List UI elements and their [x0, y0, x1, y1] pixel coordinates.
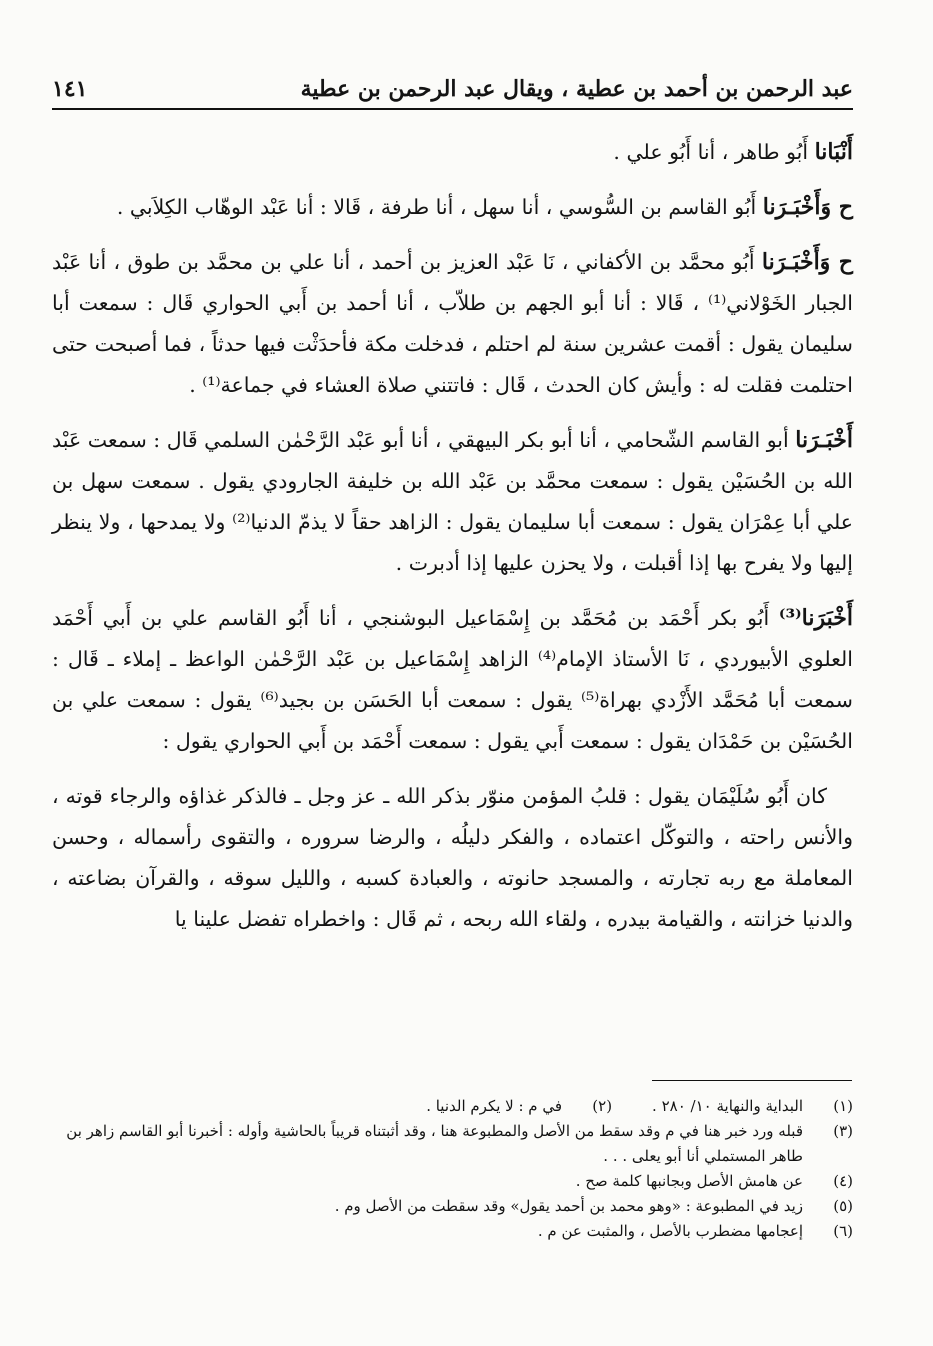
paragraph: [52, 187, 853, 228]
footnote-number: (٤): [833, 1172, 853, 1190]
narration-keyword: أَنْبَانا: [814, 139, 853, 165]
paragraph: [52, 776, 853, 940]
paragraph: [52, 598, 853, 762]
footnote-text: عن هامش الأصل وبجانبها كلمة صح .: [575, 1172, 803, 1190]
footnote: [60, 1169, 853, 1194]
footnote-text: قبله ورد خبر هنا في م وقد سقط من الأصل والمطبوعة هنا ، وقد أثبتناه قريباً بالحاشية وأوله : أخبرنا أبو القاسم زاهر بن طاهر المستملي أنا أبو يعلى . . .: [66, 1122, 803, 1165]
footnote-number: (٢): [592, 1097, 613, 1115]
header-rule: [52, 108, 853, 110]
footnote: [60, 1119, 853, 1169]
footnote-rule: [652, 1080, 852, 1081]
paragraph: [52, 132, 853, 173]
main-text: [52, 132, 853, 954]
paragraph-text: أَبُو بكر أَحْمَد بن مُحَمَّد بن إِسْمَاعيل البوشنجي ، أنا أَبُو القاسم علي بن أَبي أَحْمَد العلوي الأبيوردي ، نَا الأستاذ الإمام⁽⁴⁾ الزاهد إِسْمَاعيل بن عَبْد الرَّحْمٰن الواعظ ـ إملاء ـ قَال : سمعت أبا مُحَمَّد الأَزْدي بهراة⁽⁵⁾ يقول : سمعت أبا الحَسَن بن بجيد⁽⁶⁾ يقول : سمعت علي بن الحُسَيْن بن حَمْدَان يقول : سمعت أَبي يقول : سمعت أَحْمَد بن أَبي الحواري يقول :: [52, 606, 853, 753]
footnote: [652, 1094, 853, 1119]
footnote-text: زيد في المطبوعة : «وهو محمد بن أحمد يقول» وقد سقطت من الأصل وم .: [334, 1197, 803, 1215]
footnote: [426, 1094, 612, 1119]
paragraph-text: أبو القاسم الشّحامي ، أنا أبو بكر البيهقي ، أنا أبو عَبْد الرَّحْمٰن السلمي قَال : سمعت عَبْد الله بن الحُسَيْن يقول : سمعت محمَّد بن عَبْد الله بن خليفة الجارودي يقول . سمعت سهل بن علي أبا عِمْرَان يقول : سمعت أبا سليمان يقول : الزاهد حقاً لا يذمّ الدنيا⁽²⁾ ولا يمدحها ، ولا ينظر إليها ولا يفرح بها إذا أقبلت ، ولا يحزن عليها إذا أدبرت .: [52, 428, 854, 575]
paragraph: [52, 242, 853, 406]
paragraph-text: أَبُو محمَّد بن الأكفاني ، نَا عَبْد العزيز بن أحمد ، أنا علي بن محمَّد بن طوق ، أنا عَبْد الجبار الخَوْلاني⁽¹⁾ ، قَالا : أنا أبو الجهم بن طلاّب ، أنا أحمد بن أَبي الحواري قَال : سمعت أبا سليمان يقول : أقمت عشرين سنة لم احتلم ، فدخلت مكة فأحدَثْت فيها حدثاً ، فما أصبحت حتى احتلمت فقلت له : وأيش كان الحدث ، قَال : فاتتني صلاة العشاء في جماعة⁽¹⁾ .: [52, 250, 853, 397]
footnote-number: (٦): [833, 1222, 853, 1240]
footnote-text: في م : لا يكرم الدنيا .: [426, 1097, 563, 1115]
paragraph-text: أَبُو القاسم بن السُّوسي ، أنا سهل ، أنا طرفة ، قَالا : أنا عَبْد الوهّاب الكِلاَبي .: [116, 195, 763, 219]
footnote: [60, 1219, 853, 1244]
footnote-text: البداية والنهاية ١٠/ ٢٨٠ .: [652, 1097, 803, 1115]
paragraph-text: كان أَبُو سُلَيْمَان يقول : قلبُ المؤمن منوّر بذكر الله ـ عز وجل ـ فالذكر غذاؤه والرجاء قوته ، والأنس راحته ، والتوكّل اعتماده ، والفكر دليلُه ، والرضا سروره ، والتقوى رأسماله ، وحسن المعاملة مع ربه تجارته ، والمسجد حانوته ، والعبادة كسبه ، والليل سوقه ، والقرآن بضاعته ، والدنيا خزانته ، والقيامة بيدره ، ولقاء الله ربحه ، ثم قَال : واخطراه تفضل علينا يا: [52, 784, 853, 931]
paragraph-text: أَبُو طاهر ، أنا أَبُو علي .: [613, 140, 815, 164]
narration-keyword: أَخْبَرَنا⁽³⁾: [778, 605, 853, 631]
narration-keyword: ح وَأَخْبَـرَنا: [762, 194, 853, 220]
paragraph: [52, 420, 853, 584]
footnotes: [60, 1094, 853, 1244]
page-header: [52, 66, 853, 102]
footnote: [60, 1194, 853, 1219]
footnote-number: (١): [833, 1097, 853, 1115]
narration-keyword: أَخْبَـرَنا: [795, 427, 853, 453]
narration-keyword: ح وَأَخْبَـرَنا: [761, 249, 853, 275]
footnote-text: إعجامها مضطرب بالأصل ، والمثبت عن م .: [537, 1222, 803, 1240]
running-title: عبد الرحمن بن أحمد بن عطية ، ويقال عبد الرحمن بن عطية: [300, 76, 853, 102]
footnote-number: (٥): [833, 1197, 853, 1215]
footnote-number: (٣): [833, 1122, 853, 1140]
footnote-pair: [60, 1094, 853, 1119]
page-number: ١٤١: [52, 76, 88, 102]
